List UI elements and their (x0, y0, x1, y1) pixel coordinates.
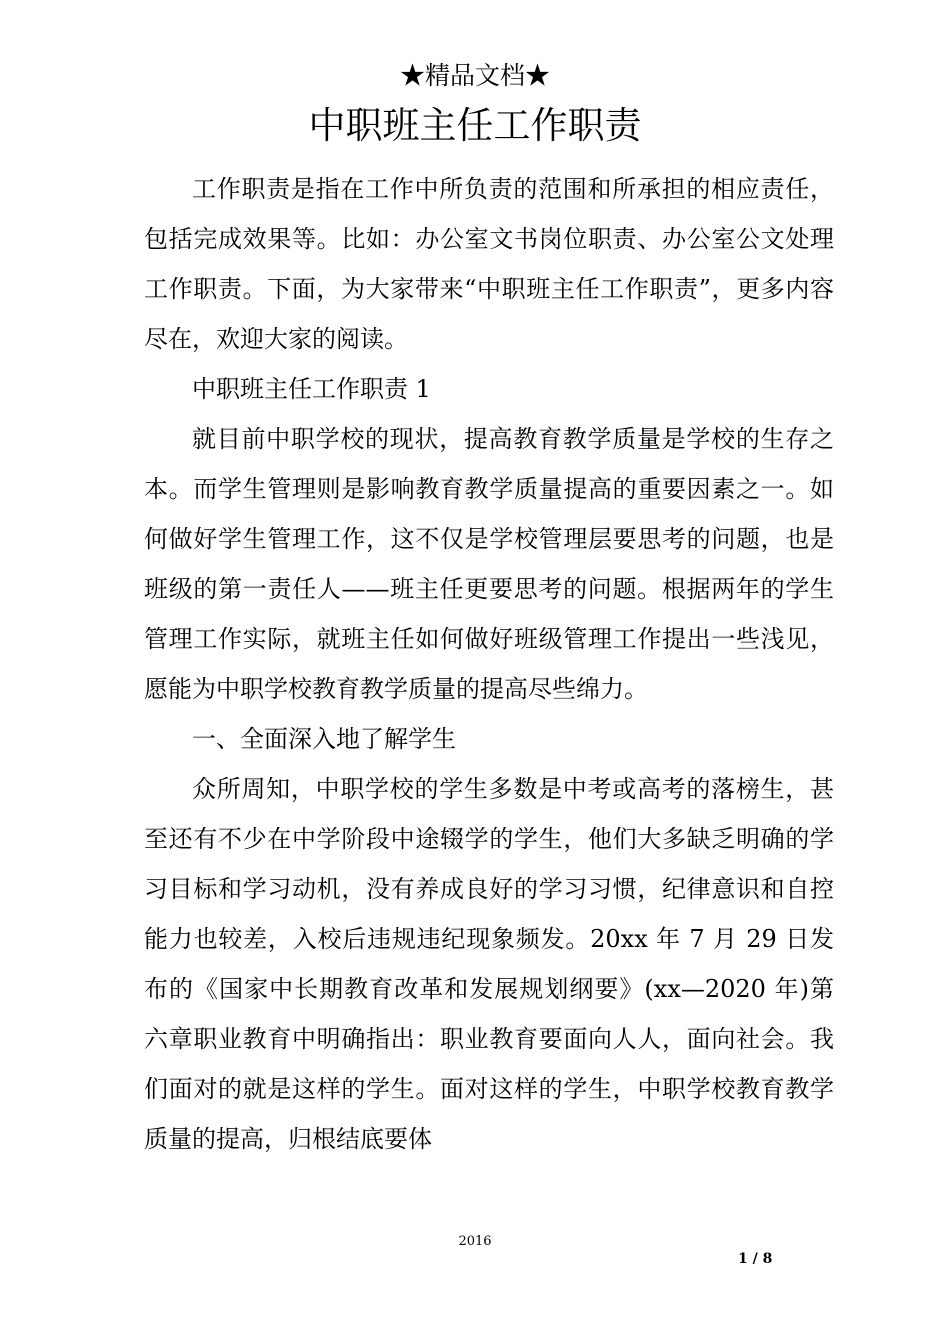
document-body (144, 164, 834, 1164)
section-heading: 中职班主任工作职责 1 (192, 375, 431, 403)
page-number: 1 / 8 (738, 1251, 773, 1267)
body-paragraph: 就目前中职学校的现状，提高教育教学质量是学校的生存之本。而学生管理则是影响教育教学质量提高的重要因素之一。如何做好学生管理工作，这不仅是学校管理层要思考的问题，也是班级的第一责任人——班主任更要思考的问题。根据两年的学生管理工作实际，就班主任如何做好班级管理工作提出一些浅见，愿能为中职学校教育教学质量的提高尽些绵力。 (144, 425, 834, 703)
document-title: 中职班主任工作职责 (308, 104, 642, 147)
page-header: ★精品文档★ (399, 61, 550, 90)
footer-year: 2016 (458, 1234, 492, 1249)
subsection-heading: 一、全面深入地了解学生 (192, 725, 456, 753)
body-paragraph: 众所周知，中职学校的学生多数是中考或高考的落榜生，甚至还有不少在中学阶段中途辍学的学生，他们大多缺乏明确的学习目标和学习动机，没有养成良好的学习习惯，纪律意识和自控能力也较差，入校后违规违纪现象频发。20xx 年 7 月 29 日发布的《国家中长期教育改革和发展规划纲要》(xx—2020 年)第六章职业教育中明确指出：职业教育要面向人人，面向社会。我们面对的就是这样的学生。面对这样的学生，中职学校教育教学质量的提高，归根结底要体 (144, 775, 834, 1153)
intro-paragraph: 工作职责是指在工作中所负责的范围和所承担的相应责任，包括完成效果等。比如：办公室文书岗位职责、办公室公文处理工作职责。下面，为大家带来“中职班主任工作职责”，更多内容尽在，欢迎大家的阅读。 (144, 175, 834, 353)
